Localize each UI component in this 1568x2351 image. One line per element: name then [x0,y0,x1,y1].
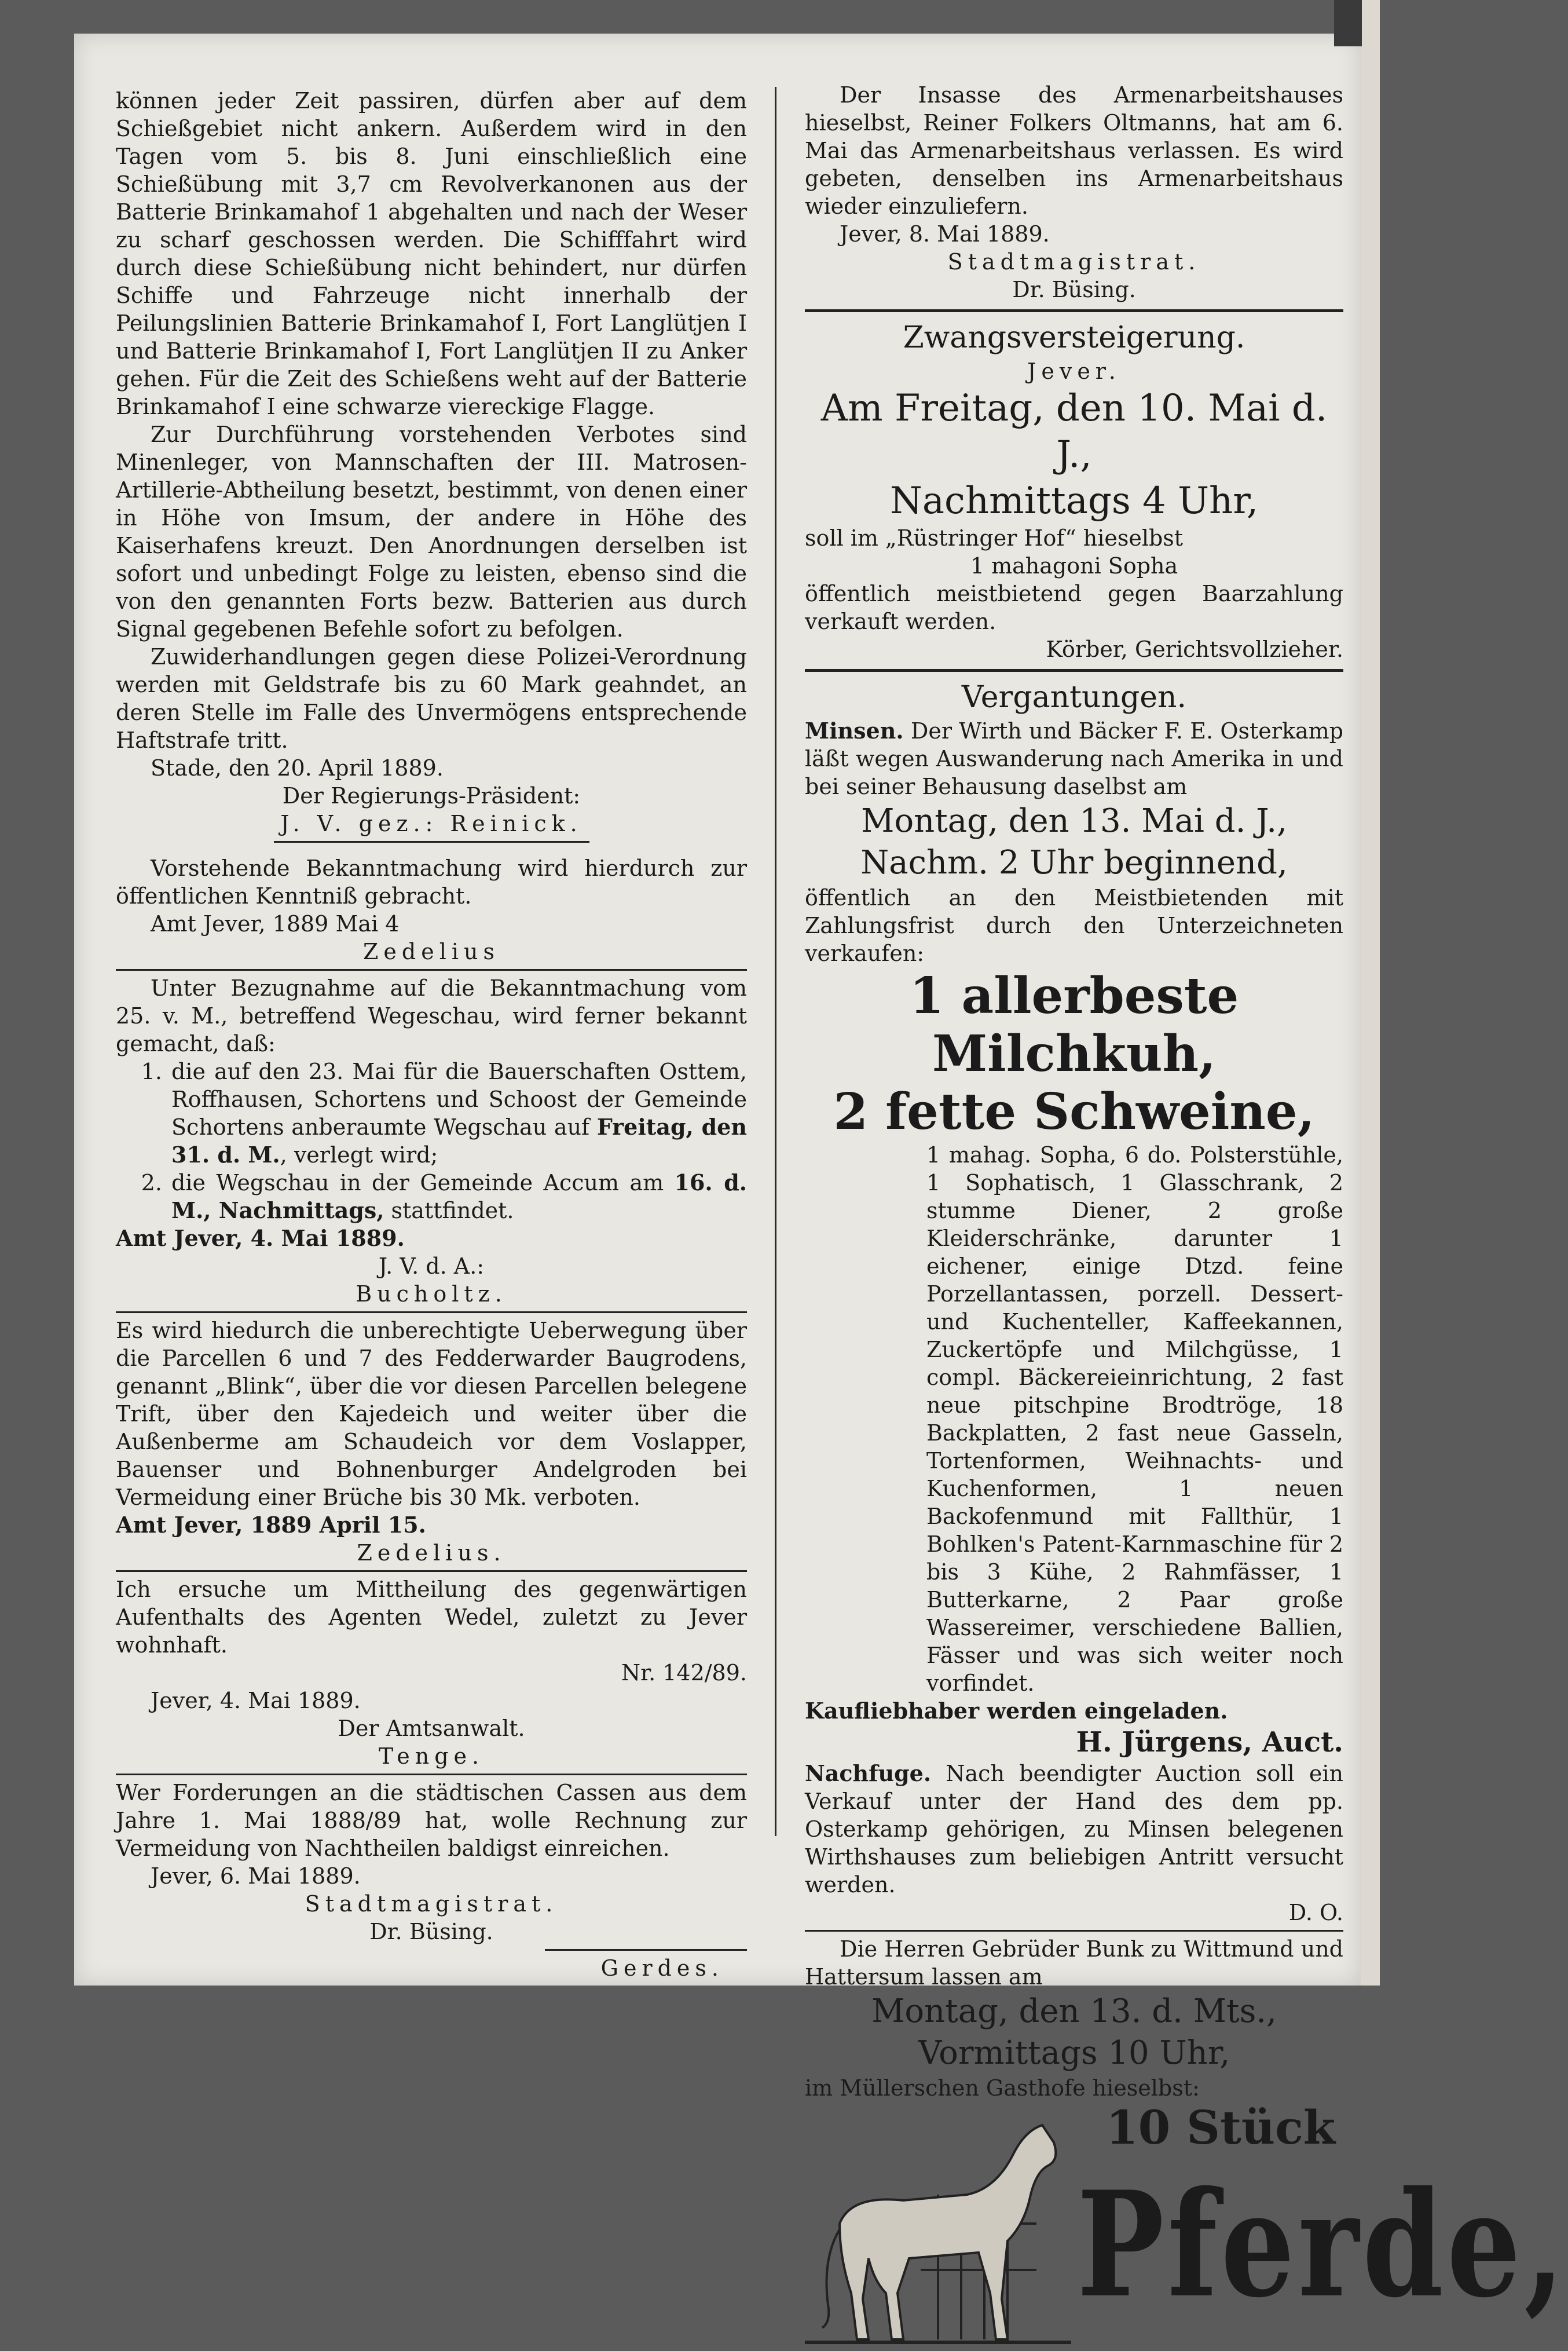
zuwiderhandlung-text: Zuwiderhandlungen gegen diese Polizei-Verordnung werden mit Geldstrafe bis zu 60 Mark geahndet, an deren Stelle im Falle des Unvermögens entsprechende Haftstrafe tritt. [116,644,747,753]
binding-shadow [1334,0,1362,46]
kaufliebhaber-text: Kaufliebhaber werden eingeladen. [805,1698,1228,1724]
nachfuge-text: Nachfuge. Nach beendigter Auction soll ein Verkauf unter der Hand des dem pp. Osterkamp gehörigen, zu Minsen belegenen Wirthshauses zum beliebigen Antritt versucht werden. [805,1760,1343,1897]
bucholtz-signature: Bucholtz. [356,1281,507,1307]
do-signature: D. O. [1288,1900,1343,1925]
ueberwegung-text: Es wird hiedurch die unberechtigte Ueberwegung über die Parcellen 6 und 7 des Fedderwarder Baugrodens, genannt „Blink“, über die vor diesen Parcellen belegene Trift, über den Kajedeich und weiter über die Außenberme am Schaudeich vor dem Voslapper, Bauenser und Bohnenburger Andelgroden bei Vermeidung einer Brüche bis 30 Mk. verboten. [116,1318,747,1510]
divider [805,1930,1343,1932]
zwangsversteigerung-heading: Zwangsversteigerung. [903,320,1245,355]
koerber-signature: Körber, Gerichtsvollzieher. [1046,637,1343,662]
nachm-2-uhr: Nachm. 2 Uhr beginnend, [860,844,1288,882]
divider [274,841,589,843]
minenleger-text: Zur Durchführung vorstehenden Verbotes sind Minenleger, von Mannschaften der III. Matrosen-Artillerie-Abtheilung besetzt, bestimmt, von denen einer in Höhe von Imsum, der andere in Höhe des Kaiserhafens kreuzt. Den Anordnungen derselben ist sofort und unbedingt Folge zu leisten, ebenso sind die von den genannten Forts bezw. Batterien aus durch Signal gegebenen Befehle sofort zu befolgen. [116,422,747,642]
freitag-date: Am Freitag, den 10. Mai d. J., [820,387,1328,476]
divider [116,1774,747,1775]
nachmittags-4: Nachmittags 4 Uhr, [889,480,1259,522]
horse-illustration [805,2108,1071,2351]
vergantungen-heading: Vergantungen. [961,680,1187,715]
schiess-notice-text: können jeder Zeit passiren, dürfen aber auf dem Schießgebiet nicht ankern. Außerdem wird in den Tagen vom 5. bis 8. Juni einschließlich eine Schießübung mit 3,7 cm Revolverkanonen aus der Batterie Brinkamahof 1 abgehalten und nach der Weser zu scharf geschossen werden. Die Schifffahrt wird durch diese Schießübung nicht behindert, nur dürfen Schiffe und Fahrzeuge nicht innerhalb der Peilungslinien Batterie Brinkamahof I, Fort Langlütjen I und Batterie Brinkamahof I, Fort Langlütjen II zu Anker gehen. Für die Zeit des Schießens weht auf der Batterie Brinkamahof I eine schwarze viereckige Flagge. [116,88,747,419]
amt-jever-date-2: Amt Jever, 4. Mai 1889. [116,1225,405,1251]
wedel-text: Ich ersuche um Mittheilung des gegenwärtigen Aufenthalts des Agenten Wedel, zuletzt zu Jever wohnhaft. [116,1577,747,1658]
oeffentlich-text: öffentlich an den Meistbietenden mit Zahlungsfrist durch den Unterzeichneten verkaufen: [805,885,1343,966]
wegeschau-intro: Unter Bezugnahme auf die Bekanntmachung vom 25. v. M., betreffend Wegeschau, wird ferner bekannt gemacht, daß: [116,975,747,1056]
horse-ad [805,2100,1568,2351]
gerdes-signature: Gerdes. [600,1955,724,1981]
right-column [805,81,1568,2351]
zedelius-signature-2: Zedelius. [357,1540,506,1566]
buesing-signature-right: Dr. Büsing. [1012,277,1136,302]
minsen-text: Minsen. Der Wirth und Bäcker F. E. Osterkamp läßt wegen Auswanderung nach Amerika in und bei seiner Behausung daselbst am [805,718,1343,799]
jever-date-8: Jever, 8. Mai 1889. [840,221,1050,247]
wegeschau-item-1: 1. die auf den 23. Mai für die Bauerschaften Osttem, Roffhausen, Schortens und Schoost der Gemeinde Schortens anberaumte Wegschau auf Freitag, den 31. d. M., verlegt wird; [141,1059,747,1168]
forderungen-text: Wer Forderungen an die städtischen Cassen aus dem Jahre 1. Mai 1888/89 hat, wolle Rechnung zur Vermeidung von Nachtheilen baldigst einreichen. [116,1780,747,1861]
juergens-signature: H. Jürgens, Auct. [1076,1726,1343,1758]
divider [116,1311,747,1313]
montag-13-mai: Montag, den 13. Mai d. J., [861,802,1287,840]
pferde-heading: Pferde, [1077,2160,1568,2330]
column-divider [775,87,776,1836]
amt-jever-date-3: Amt Jever, 1889 April 15. [116,1512,426,1538]
bunk-text: Die Herren Gebrüder Bunk zu Wittmund und Hattersum lassen am [805,1936,1343,1990]
schweine-heading: 2 fette Schweine, [833,1083,1315,1141]
jvda-label: J. V. d. A.: [378,1253,485,1279]
gasthof-text: im Müllerschen Gasthofe hieselbst: [805,2075,1200,2101]
stadtmagistrat-label: Stadtmagistrat. [305,1891,558,1917]
divider [116,969,747,971]
stade-date: Stade, den 20. April 1889. [151,755,444,781]
divider [116,1570,747,1572]
items-list: 1 mahag. Sopha, 6 do. Polsterstühle, 1 Sophatisch, 1 Glasschrank, 2 stumme Diener, 2 große Kleiderschränke, darunter 1 eichener, einige Dtzd. feine Porzellantassen, porzell. Dessert- und Kuchenteller, Kaffeekannen, Zuckertöpfe und Milchgüsse, 1 compl. Bäckereieinrichtung, 2 fast neue pitschpine Brodtröge, 18 Backplatten, 2 fast neue Gasseln, Tortenformen, Weihnachts- und Kuchenformen, 1 neuen Backofenmund mit Fallthür, 1 Bohlken's Patent-Karnmaschine für 2 bis 3 Kühe, 2 Rahmfässer, 1 Butterkarne, 2 Paar große Wassereimer, verschiedene Ballien, Fässer und was sich weiter noch vorfindet. [926,1142,1343,1696]
amt-jever-date-1: Amt Jever, 1889 Mai 4 [151,911,400,937]
montag-13-mts: Montag, den 13. d. Mts., [871,1992,1277,2030]
jever-date-6: Jever, 6. Mai 1889. [151,1863,361,1889]
next-page-edge [1361,0,1380,1986]
meistbietend-text: öffentlich meistbietend gegen Baarzahlung verkauft werden. [805,581,1343,634]
stadtmagistrat-label-right: Stadtmagistrat. [947,249,1201,275]
tenge-signature: Tenge. [378,1743,485,1769]
vormittags-10: Vormittags 10 Uhr, [918,2034,1230,2072]
jever-date-4: Jever, 4. Mai 1889. [151,1688,361,1713]
bekanntmachung-text: Vorstehende Bekanntmachung wird hierdurch zur öffentlichen Kenntniß gebracht. [116,855,747,909]
reinick-signature: J. V. gez.: Reinick. [280,811,582,836]
milchkuh-heading: 1 allerbeste Milchkuh, [909,967,1239,1083]
left-column [116,87,747,1982]
divider [805,669,1343,672]
jever-label: Jever. [1027,359,1121,384]
amtsanwalt-label: Der Amtsanwalt. [338,1716,525,1741]
buesing-signature: Dr. Büsing. [369,1919,493,1944]
praesident-label: Der Regierungs-Präsident: [282,783,581,809]
reference-number: Nr. 142/89. [621,1660,747,1685]
insasse-text: Der Insasse des Armenarbeitshauses hieselbst, Reiner Folkers Oltmanns, hat am 6. Mai das Armenarbeitshaus verlassen. Es wird gebeten, denselben ins Armenarbeitshaus wieder einzuliefern. [805,82,1343,219]
wegeschau-item-2: 2. die Wegschau in der Gemeinde Accum am 16. d. M., Nachmittags, stattfindet. [141,1169,748,1223]
divider [805,309,1343,312]
ruestringer-hof: soll im „Rüstringer Hof“ hieselbst [805,525,1184,551]
sopha-item: 1 mahagoni Sopha [970,553,1178,579]
stueck-count: 10 Stück [1106,2100,1336,2155]
divider [545,1949,747,1951]
zedelius-signature-1: Zedelius [363,939,500,964]
